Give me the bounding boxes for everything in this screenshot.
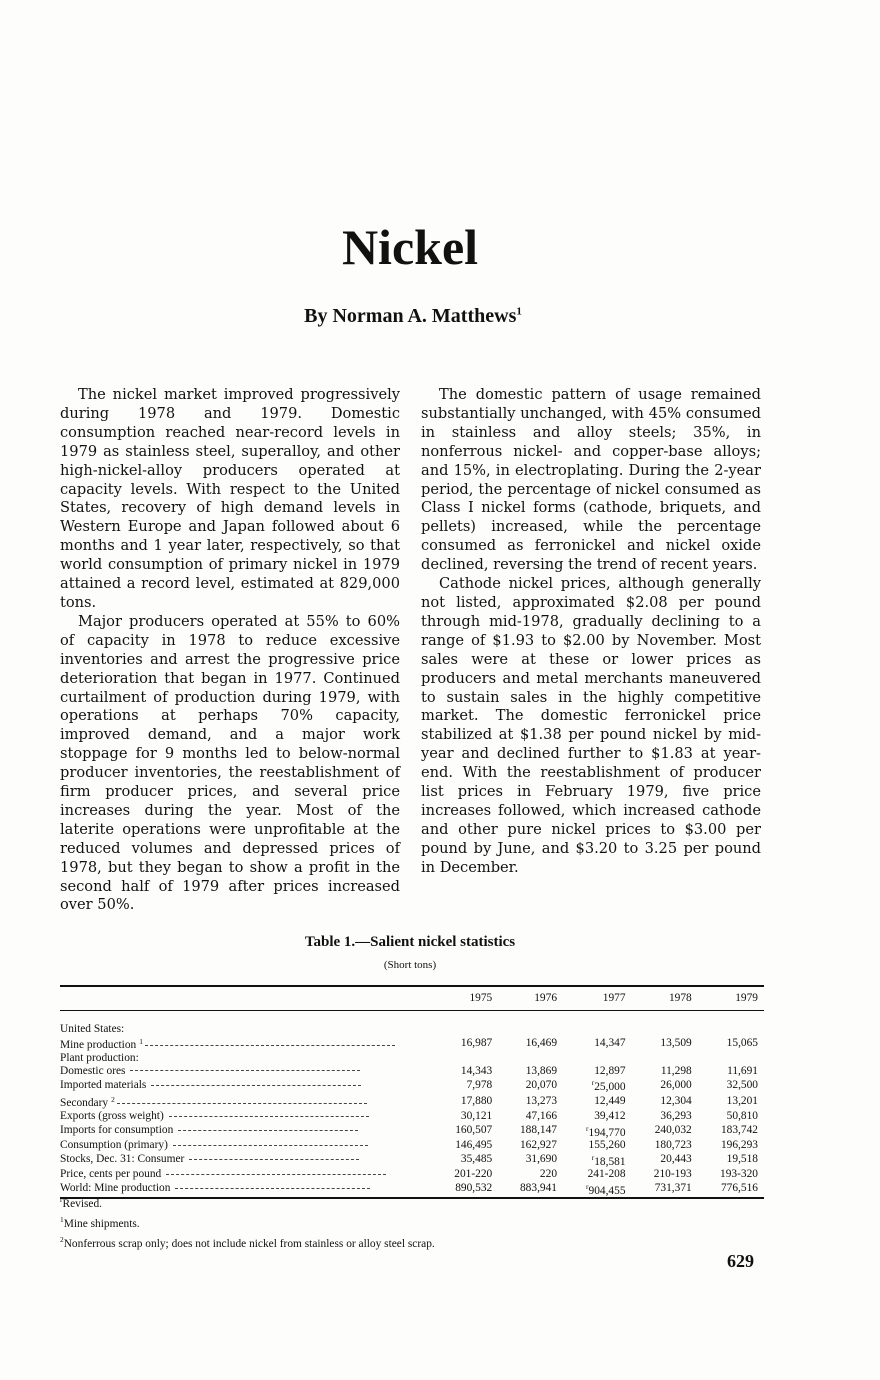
column-header: 1977 — [602, 992, 626, 1004]
paragraph: Major producers operated at 55% to 60% of capacity in 1978 to reduce excessive inventories and arrest the progressive price deterioration that began in 1977. Continued curtailment of production during 1979, with operations at perhaps 70% capacity, improved demand, and a major work stoppage for 9 months led to below-normal producer inventories, the reestablishment of firm producer prices, and several price increases during the year. Most of the laterite operations were unprofitable at the reduced volumes and depressed prices of 1978, but they began to show a profit in the second half of 1979 after prices increased over 50%. — [60, 612, 400, 914]
row-label: Secondary $^2$ — [60, 1094, 432, 1110]
table-cell: 146,495 — [455, 1138, 493, 1151]
table-cell — [498, 1052, 563, 1065]
table-cell: 183,742 — [720, 1124, 758, 1137]
column-header: 1975 — [469, 992, 493, 1004]
row-label: Stocks, Dec. 31: Consumer — [60, 1152, 432, 1168]
table-row — [60, 1152, 764, 1168]
table-cell: 162,927 — [519, 1138, 558, 1151]
table-cell: 196,293 — [720, 1138, 758, 1151]
table-row — [60, 1011, 764, 1036]
table-cell: 19,518 — [726, 1153, 758, 1166]
table-cell: 883,941 — [519, 1182, 558, 1195]
dot-leader — [117, 1103, 367, 1104]
table-row — [60, 1065, 764, 1078]
row-label: Consumption (primary) — [60, 1139, 432, 1152]
table-cell: 155,260 — [588, 1138, 626, 1151]
author-byline — [0, 305, 826, 328]
dot-leader — [169, 1116, 369, 1117]
paragraph: The nickel market improved progressively during 1978 and 1979. Domestic consumption reached near-record levels in 1979 as stainless steel, superalloy, and other high-nickel-alloy producers operated at capacity levels. With respect to the United States, recovery of high demand levels in Western Europe and Japan followed about 6 months and 1 year later, respectively, so that world consumption of primary nickel in 1979 attained a record level, estimated at 829,000 tons. — [60, 386, 400, 611]
table-cell: $^r$18,581 — [591, 1152, 626, 1168]
row-label: Imported materials — [60, 1077, 432, 1093]
dot-leader — [189, 1159, 359, 1160]
table-cell: 220 — [539, 1167, 558, 1180]
table-cell: 36,293 — [660, 1109, 692, 1122]
table-cell — [563, 1011, 632, 1036]
table-cell: 7,978 — [466, 1079, 493, 1092]
table-cell: $^r$904,455 — [586, 1181, 626, 1197]
table-row — [60, 1110, 764, 1123]
table-cell: 12,304 — [660, 1095, 692, 1108]
dot-leader — [178, 1130, 358, 1131]
salient-statistics-table — [60, 985, 764, 1199]
table-cell: 11,298 — [660, 1064, 692, 1077]
table-cell — [498, 1011, 563, 1036]
paragraph: The domestic pattern of usage remained substantially unchanged, with 45% consumed in stainless and alloy steels; 35%, in nonferrous nickel- and copper-base alloys; and 15%, in electroplating. During the 2-year period, the percentage of nickel consumed as Class I nickel forms (cathode, briquets, and pellets) increased, while the percentage consumed as ferronickel and nickel oxide declined, reversing the trend of recent years. — [421, 386, 761, 574]
column-header: 1976 — [534, 992, 558, 1004]
dot-leader — [166, 1174, 386, 1175]
dot-leader — [175, 1188, 370, 1189]
table-cell: 11,691 — [727, 1064, 758, 1077]
column-header: 1978 — [668, 992, 692, 1004]
body-column-right — [421, 386, 761, 878]
table-cell: 12,449 — [594, 1095, 626, 1108]
table-title: Table 1.—Salient nickel statistics — [304, 934, 516, 950]
table-row — [60, 1077, 764, 1093]
table-cell — [563, 1052, 632, 1065]
table-cell: 35,485 — [460, 1153, 493, 1166]
table-footnotes — [60, 1192, 435, 1251]
table-cell: 15,065 — [726, 1037, 758, 1050]
row-label: Plant production: — [60, 1052, 432, 1065]
table-row — [60, 1123, 764, 1139]
row-label: United States: — [60, 1011, 432, 1036]
dot-leader — [173, 1145, 368, 1146]
table-cell: 26,000 — [660, 1079, 692, 1092]
table-cell: 31,690 — [525, 1153, 558, 1166]
table-row — [60, 1036, 764, 1052]
paragraph: Cathode nickel prices, although generally not listed, approximated $2.08 per pound through mid-1978, gradually declining to a range of $1.93 to $2.00 by November. Most sales were at these or lower prices as producers and metal merchants maneuvered to sustain sales in the highly competitive market. The domestic ferronickel price stabilized at $1.38 per pound nickel by mid-year and declined further to $1.83 at year-end. With the reestablishment of producer list prices in February 1979, five price increases followed, which increased cathode and other pure nickel prices to $3.00 per pound by June, and $3.20 to 3.25 per pound in December. — [421, 575, 761, 876]
dot-leader — [151, 1085, 361, 1086]
table-cell: 17,880 — [460, 1095, 493, 1108]
table-cell: $^r$194,770 — [586, 1123, 626, 1139]
table-cell: 731,371 — [654, 1182, 692, 1195]
table-cell: 14,343 — [460, 1064, 493, 1077]
table-cell: 16,987 — [460, 1037, 493, 1050]
table-cell: 193-320 — [720, 1167, 758, 1180]
footnote: $^1$Mine shipments. — [60, 1214, 140, 1230]
table-cell: 12,897 — [594, 1064, 626, 1077]
table-cell: 16,469 — [525, 1037, 558, 1050]
table-cell — [432, 1011, 498, 1036]
table-cell: 776,516 — [720, 1182, 758, 1195]
table-cell: 890,532 — [455, 1182, 493, 1195]
table-cell: 50,810 — [726, 1109, 758, 1122]
table-cell: 13,201 — [726, 1095, 758, 1108]
author-footnote-mark: 1 — [516, 305, 522, 318]
dot-leader — [145, 1045, 395, 1046]
table-cell: 20,070 — [525, 1079, 558, 1092]
row-label: Imports for consumption — [60, 1123, 432, 1139]
table-cell: 241-208 — [587, 1167, 626, 1180]
table-cell: 240,032 — [654, 1124, 692, 1137]
label-column-header — [60, 986, 432, 1011]
footnote: $^r$Revised. — [60, 1195, 103, 1210]
footnote: $^2$Nonferrous scrap only; does not include nickel from stainless or alloy steel scrap. — [60, 1234, 435, 1250]
row-label: Domestic ores — [60, 1065, 432, 1078]
row-label: Price, cents per pound — [60, 1168, 432, 1181]
row-label: Exports (gross weight) — [60, 1110, 432, 1123]
table-cell — [432, 1052, 498, 1065]
dot-leader — [130, 1070, 360, 1071]
table-cell: $^r$25,000 — [591, 1078, 626, 1093]
table-cell — [632, 1011, 698, 1036]
table-cell: 30,121 — [460, 1109, 493, 1122]
table-cell: 210-193 — [653, 1167, 692, 1180]
table-row — [60, 1139, 764, 1152]
table-cell: 188,147 — [519, 1124, 558, 1137]
table-cell: 39,412 — [594, 1109, 626, 1122]
column-header: 1979 — [735, 992, 758, 1004]
table-cell: 14,347 — [594, 1037, 626, 1050]
table-cell: 180,723 — [654, 1138, 692, 1151]
row-label: World: Mine production — [60, 1181, 432, 1198]
table-row — [60, 1168, 764, 1181]
author-name: By Norman A. Matthews — [304, 305, 517, 327]
page-number: 629 — [727, 1251, 754, 1271]
table-cell: 13,273 — [525, 1095, 558, 1108]
table-cell — [698, 1052, 764, 1065]
table-cell: 32,500 — [726, 1079, 758, 1092]
table-header-row — [60, 986, 764, 1011]
table-cell — [698, 1011, 764, 1036]
table-cell: 201-220 — [454, 1167, 493, 1180]
row-label: Mine production $^1$ — [60, 1036, 432, 1052]
page-title: Nickel — [341, 219, 479, 275]
table-unit: (Short tons) — [383, 959, 437, 971]
table-cell: 13,869 — [525, 1064, 558, 1077]
table-row — [60, 1052, 764, 1065]
table-row — [60, 1094, 764, 1110]
body-column-left — [60, 386, 400, 915]
table-cell: 160,507 — [455, 1124, 493, 1137]
table-cell: 20,443 — [660, 1153, 692, 1166]
table-cell: 13,509 — [660, 1037, 692, 1050]
table-cell — [632, 1052, 698, 1065]
table-cell: 47,166 — [525, 1109, 558, 1122]
